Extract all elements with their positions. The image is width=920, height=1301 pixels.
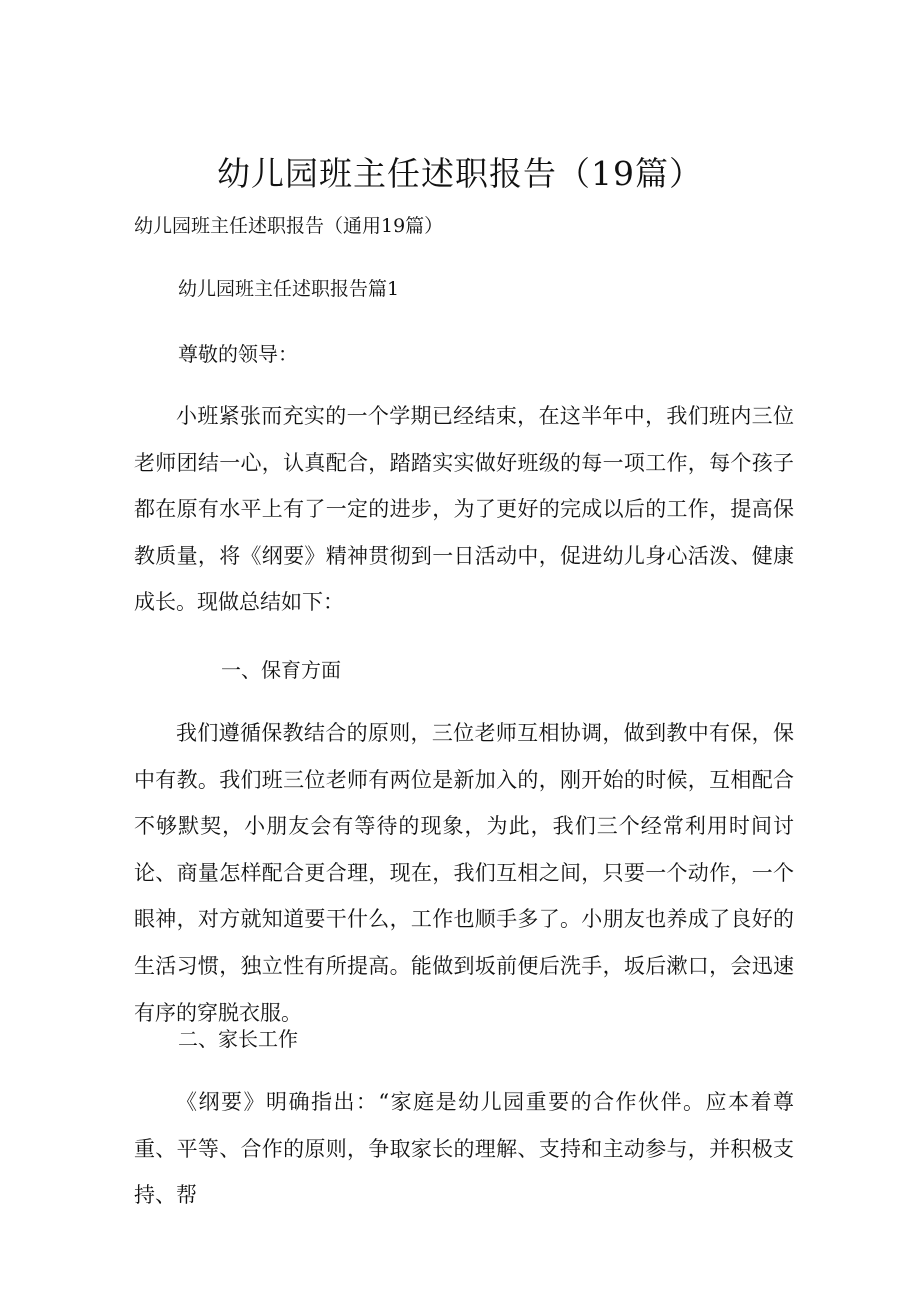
document-title: 幼儿园班主任述职报告（19篇）	[217, 154, 703, 193]
chapter-title: 幼儿园班主任述职报告篇1	[178, 278, 400, 300]
salutation: 尊敬的领导：	[178, 342, 298, 366]
paragraph-parents: 《纲要》明确指出：“家庭是幼儿园重要的合作伙伴。应本着尊重、平等、合作的原则，争取家长的理解、支持和主动参与，并积极支持、帮	[134, 1090, 794, 1208]
document-subtitle: 幼儿园班主任述职报告（通用19篇）	[134, 215, 444, 237]
paragraph-intro: 小班紧张而充实的一个学期已经结束，在这半年中，我们班内三位老师团结一心，认真配合，踏踏实实做好班级的每一项工作，每个孩子都在原有水平上有了一定的进步，为了更好的完成以后的工作，提高保教质量，将《纲要》精神贯彻到一日活动中，促进幼儿身心活泼、健康成长。现做总结如下：	[134, 404, 794, 615]
section-heading-parents: 二、家长工作	[178, 1027, 298, 1051]
paragraph-childcare: 我们遵循保教结合的原则，三位老师互相协调，做到教中有保，保中有教。我们班三位老师有两位是新加入的，刚开始的时候，互相配合不够默契，小朋友会有等待的现象，为此，我们三个经常利用时间讨论、商量怎样配合更合理，现在，我们互相之间，只要一个动作，一个眼神，对方就知道要干什么，工作也顺手多了。小朋友也养成了良好的生活习惯，独立性有所提高。能做到坂前便后洗手，坂后漱口，会迅速有序的穿脱衣服。	[134, 721, 794, 1025]
section-heading-childcare: 一、保育方面	[221, 658, 341, 682]
